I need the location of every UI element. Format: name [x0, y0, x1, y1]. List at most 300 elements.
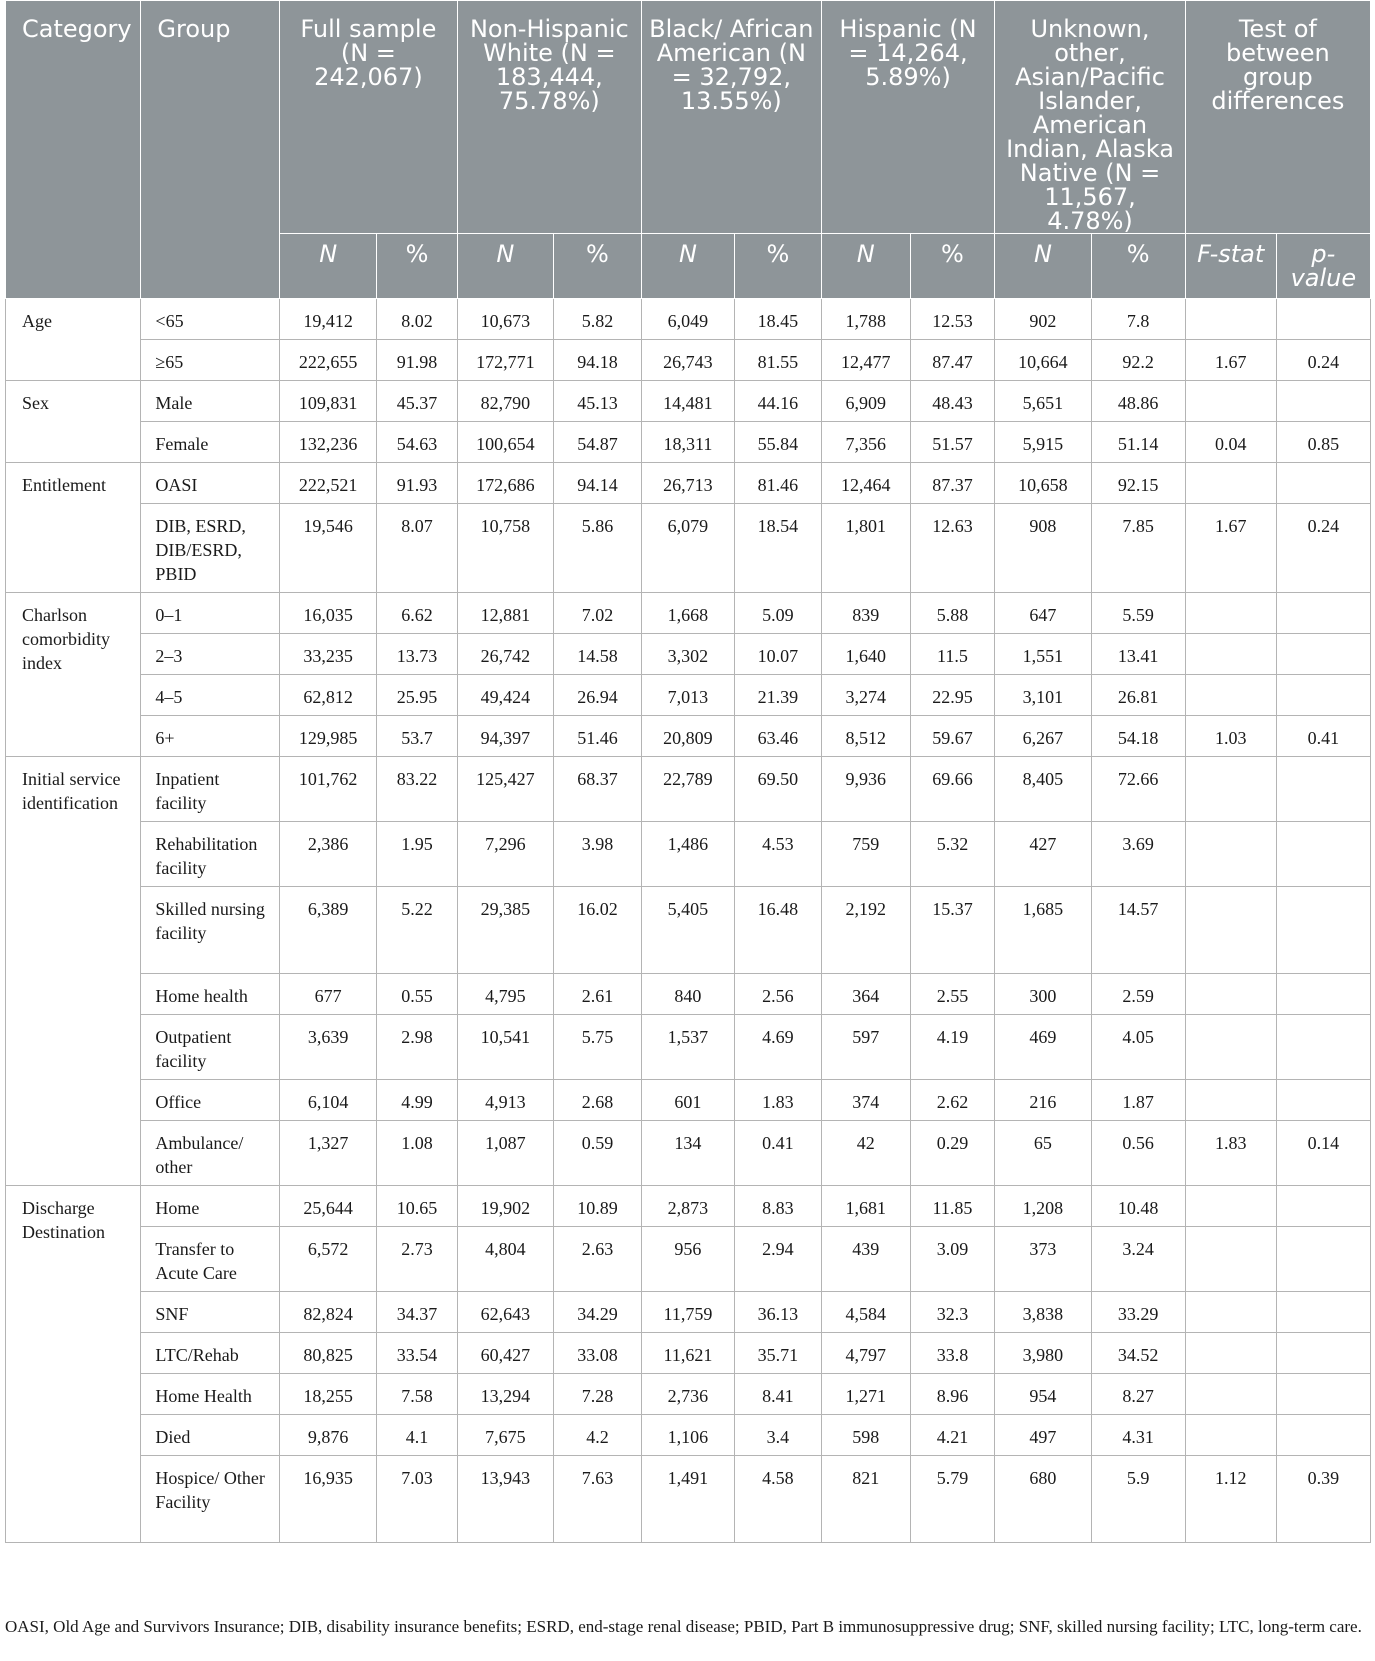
group-cell: LTC/Rehab	[141, 1333, 280, 1374]
fstat-cell: 1.12	[1185, 1456, 1276, 1543]
header-unknown-other: Unknown, other, Asian/Pacific Islander, American Indian, Alaska Native (N = 11,567, 4.78%)	[995, 1, 1185, 234]
count-cell: 16,035	[280, 593, 377, 634]
count-cell: 94,397	[457, 716, 553, 757]
percent-cell: 48.43	[910, 381, 995, 422]
fstat-cell	[1185, 1374, 1276, 1415]
count-cell: 20,809	[641, 716, 734, 757]
table-row	[6, 1186, 1371, 1227]
fstat-cell	[1185, 463, 1276, 504]
percent-cell: 26.94	[554, 675, 642, 716]
percent-cell: 8.41	[734, 1374, 821, 1415]
count-cell: 5,915	[995, 422, 1091, 463]
table-row	[6, 822, 1371, 887]
count-cell: 29,385	[457, 887, 553, 974]
fstat-cell	[1185, 822, 1276, 887]
count-cell: 125,427	[457, 757, 553, 822]
percent-cell: 22.95	[910, 675, 995, 716]
percent-cell: 7.58	[377, 1374, 457, 1415]
table-row	[6, 1292, 1371, 1333]
count-cell: 222,655	[280, 340, 377, 381]
count-cell: 22,789	[641, 757, 734, 822]
percent-cell: 8.07	[377, 504, 457, 593]
count-cell: 26,743	[641, 340, 734, 381]
percent-cell: 2.56	[734, 974, 821, 1015]
percent-cell: 34.37	[377, 1292, 457, 1333]
subheader-pct: %	[734, 234, 821, 299]
percent-cell: 5.86	[554, 504, 642, 593]
percent-cell: 10.65	[377, 1186, 457, 1227]
fstat-cell	[1185, 974, 1276, 1015]
percent-cell: 18.45	[734, 299, 821, 340]
percent-cell: 92.15	[1091, 463, 1185, 504]
count-cell: 19,412	[280, 299, 377, 340]
count-cell: 3,302	[641, 634, 734, 675]
fstat-cell	[1185, 675, 1276, 716]
table-row	[6, 340, 1371, 381]
count-cell: 26,742	[457, 634, 553, 675]
percent-cell: 12.63	[910, 504, 995, 593]
percent-cell: 2.63	[554, 1227, 642, 1292]
subheader-n: N	[995, 234, 1091, 299]
subheader-pct: %	[1091, 234, 1185, 299]
demographics-table	[5, 0, 1371, 1543]
table-footnote: OASI, Old Age and Survivors Insurance; DIB, disability insurance benefits; ESRD, end-stage renal disease; PBID, Part B immunosuppressive drug; SNF, skilled nursing facility; LTC, long-term care.	[5, 1617, 1362, 1636]
header-non-hispanic-white: Non-Hispanic White (N = 183,444, 75.78%)	[457, 1, 641, 234]
count-cell: 6,909	[821, 381, 910, 422]
percent-cell: 8.96	[910, 1374, 995, 1415]
fstat-cell	[1185, 1186, 1276, 1227]
percent-cell: 3.4	[734, 1415, 821, 1456]
percent-cell: 3.69	[1091, 822, 1185, 887]
count-cell: 7,296	[457, 822, 553, 887]
count-cell: 14,481	[641, 381, 734, 422]
percent-cell: 15.37	[910, 887, 995, 974]
count-cell: 1,486	[641, 822, 734, 887]
subheader-n: N	[821, 234, 910, 299]
percent-cell: 87.37	[910, 463, 995, 504]
table-row	[6, 593, 1371, 634]
table-row	[6, 463, 1371, 504]
percent-cell: 87.47	[910, 340, 995, 381]
count-cell: 902	[995, 299, 1091, 340]
table-row	[6, 634, 1371, 675]
percent-cell: 13.73	[377, 634, 457, 675]
count-cell: 647	[995, 593, 1091, 634]
header-black-african-american: Black/ African American (N = 32,792, 13.55%)	[641, 1, 821, 234]
group-cell: Office	[141, 1080, 280, 1121]
table-row	[6, 422, 1371, 463]
pvalue-cell	[1276, 463, 1370, 504]
count-cell: 956	[641, 1227, 734, 1292]
count-cell: 1,685	[995, 887, 1091, 974]
table-row	[6, 974, 1371, 1015]
table-row	[6, 1121, 1371, 1186]
percent-cell: 21.39	[734, 675, 821, 716]
percent-cell: 0.56	[1091, 1121, 1185, 1186]
pvalue-cell	[1276, 1415, 1370, 1456]
percent-cell: 8.02	[377, 299, 457, 340]
percent-cell: 54.18	[1091, 716, 1185, 757]
subheader-n: N	[280, 234, 377, 299]
percent-cell: 5.82	[554, 299, 642, 340]
group-cell: Hospice/ Other Facility	[141, 1456, 280, 1543]
count-cell: 134	[641, 1121, 734, 1186]
header-test-group-differences: Test of between group differences	[1185, 1, 1370, 234]
count-cell: 6,104	[280, 1080, 377, 1121]
percent-cell: 7.8	[1091, 299, 1185, 340]
percent-cell: 63.46	[734, 716, 821, 757]
count-cell: 4,584	[821, 1292, 910, 1333]
count-cell: 101,762	[280, 757, 377, 822]
count-cell: 9,876	[280, 1415, 377, 1456]
percent-cell: 16.48	[734, 887, 821, 974]
count-cell: 427	[995, 822, 1091, 887]
count-cell: 497	[995, 1415, 1091, 1456]
count-cell: 677	[280, 974, 377, 1015]
group-cell: DIB, ESRD, DIB/ESRD, PBID	[141, 504, 280, 593]
count-cell: 19,546	[280, 504, 377, 593]
count-cell: 3,274	[821, 675, 910, 716]
percent-cell: 94.18	[554, 340, 642, 381]
table-body	[6, 299, 1371, 1543]
percent-cell: 33.54	[377, 1333, 457, 1374]
percent-cell: 92.2	[1091, 340, 1185, 381]
table-row	[6, 1080, 1371, 1121]
fstat-cell: 1.03	[1185, 716, 1276, 757]
pvalue-cell	[1276, 887, 1370, 974]
count-cell: 3,639	[280, 1015, 377, 1080]
percent-cell: 5.22	[377, 887, 457, 974]
pvalue-cell	[1276, 1015, 1370, 1080]
percent-cell: 5.32	[910, 822, 995, 887]
category-cell: Discharge Destination	[6, 1186, 141, 1543]
percent-cell: 11.85	[910, 1186, 995, 1227]
count-cell: 65	[995, 1121, 1091, 1186]
group-cell: OASI	[141, 463, 280, 504]
count-cell: 6,267	[995, 716, 1091, 757]
pvalue-cell	[1276, 757, 1370, 822]
count-cell: 25,644	[280, 1186, 377, 1227]
pvalue-cell	[1276, 1080, 1370, 1121]
percent-cell: 7.02	[554, 593, 642, 634]
pvalue-cell	[1276, 381, 1370, 422]
pvalue-cell	[1276, 634, 1370, 675]
percent-cell: 5.75	[554, 1015, 642, 1080]
percent-cell: 33.29	[1091, 1292, 1185, 1333]
count-cell: 2,386	[280, 822, 377, 887]
count-cell: 12,477	[821, 340, 910, 381]
fstat-cell	[1185, 757, 1276, 822]
count-cell: 82,790	[457, 381, 553, 422]
percent-cell: 12.53	[910, 299, 995, 340]
count-cell: 12,881	[457, 593, 553, 634]
percent-cell: 55.84	[734, 422, 821, 463]
group-cell: Home Health	[141, 1374, 280, 1415]
count-cell: 16,935	[280, 1456, 377, 1543]
percent-cell: 5.79	[910, 1456, 995, 1543]
percent-cell: 69.66	[910, 757, 995, 822]
table-header	[6, 1, 1371, 299]
percent-cell: 2.55	[910, 974, 995, 1015]
percent-cell: 8.27	[1091, 1374, 1185, 1415]
percent-cell: 53.7	[377, 716, 457, 757]
percent-cell: 7.28	[554, 1374, 642, 1415]
count-cell: 954	[995, 1374, 1091, 1415]
header-group: Group	[141, 1, 280, 299]
percent-cell: 51.14	[1091, 422, 1185, 463]
fstat-cell	[1185, 887, 1276, 974]
fstat-cell	[1185, 1415, 1276, 1456]
pvalue-cell	[1276, 1227, 1370, 1292]
count-cell: 11,759	[641, 1292, 734, 1333]
pvalue-cell	[1276, 1333, 1370, 1374]
pvalue-cell: 0.85	[1276, 422, 1370, 463]
table-row	[6, 675, 1371, 716]
table-row	[6, 1415, 1371, 1456]
percent-cell: 4.2	[554, 1415, 642, 1456]
percent-cell: 83.22	[377, 757, 457, 822]
percent-cell: 0.29	[910, 1121, 995, 1186]
subheader-fstat: F-stat	[1185, 234, 1276, 299]
percent-cell: 2.61	[554, 974, 642, 1015]
percent-cell: 1.08	[377, 1121, 457, 1186]
table-row	[6, 1374, 1371, 1415]
group-cell: 0–1	[141, 593, 280, 634]
percent-cell: 1.87	[1091, 1080, 1185, 1121]
count-cell: 1,537	[641, 1015, 734, 1080]
count-cell: 18,255	[280, 1374, 377, 1415]
percent-cell: 3.24	[1091, 1227, 1185, 1292]
percent-cell: 91.98	[377, 340, 457, 381]
count-cell: 1,788	[821, 299, 910, 340]
count-cell: 2,873	[641, 1186, 734, 1227]
count-cell: 4,795	[457, 974, 553, 1015]
count-cell: 10,664	[995, 340, 1091, 381]
count-cell: 42	[821, 1121, 910, 1186]
percent-cell: 4.19	[910, 1015, 995, 1080]
count-cell: 3,980	[995, 1333, 1091, 1374]
percent-cell: 0.55	[377, 974, 457, 1015]
count-cell: 80,825	[280, 1333, 377, 1374]
count-cell: 172,686	[457, 463, 553, 504]
percent-cell: 32.3	[910, 1292, 995, 1333]
table-row	[6, 1015, 1371, 1080]
count-cell: 62,812	[280, 675, 377, 716]
percent-cell: 34.52	[1091, 1333, 1185, 1374]
percent-cell: 4.58	[734, 1456, 821, 1543]
percent-cell: 10.89	[554, 1186, 642, 1227]
group-cell: SNF	[141, 1292, 280, 1333]
group-cell: Female	[141, 422, 280, 463]
percent-cell: 4.69	[734, 1015, 821, 1080]
group-cell: Outpatient facility	[141, 1015, 280, 1080]
fstat-cell	[1185, 634, 1276, 675]
count-cell: 222,521	[280, 463, 377, 504]
count-cell: 601	[641, 1080, 734, 1121]
count-cell: 8,512	[821, 716, 910, 757]
percent-cell: 18.54	[734, 504, 821, 593]
percent-cell: 2.68	[554, 1080, 642, 1121]
count-cell: 374	[821, 1080, 910, 1121]
count-cell: 1,327	[280, 1121, 377, 1186]
count-cell: 19,902	[457, 1186, 553, 1227]
count-cell: 5,651	[995, 381, 1091, 422]
percent-cell: 68.37	[554, 757, 642, 822]
count-cell: 1,551	[995, 634, 1091, 675]
percent-cell: 1.83	[734, 1080, 821, 1121]
group-cell: Inpatient facility	[141, 757, 280, 822]
pvalue-cell	[1276, 675, 1370, 716]
count-cell: 364	[821, 974, 910, 1015]
percent-cell: 8.83	[734, 1186, 821, 1227]
count-cell: 216	[995, 1080, 1091, 1121]
percent-cell: 34.29	[554, 1292, 642, 1333]
pvalue-cell	[1276, 1292, 1370, 1333]
percent-cell: 33.08	[554, 1333, 642, 1374]
percent-cell: 4.05	[1091, 1015, 1185, 1080]
fstat-cell	[1185, 1080, 1276, 1121]
fstat-cell	[1185, 299, 1276, 340]
table-row	[6, 1227, 1371, 1292]
percent-cell: 5.59	[1091, 593, 1185, 634]
count-cell: 13,943	[457, 1456, 553, 1543]
percent-cell: 5.09	[734, 593, 821, 634]
table-row	[6, 1456, 1371, 1543]
count-cell: 6,389	[280, 887, 377, 974]
count-cell: 6,079	[641, 504, 734, 593]
pvalue-cell: 0.39	[1276, 1456, 1370, 1543]
count-cell: 60,427	[457, 1333, 553, 1374]
percent-cell: 4.1	[377, 1415, 457, 1456]
percent-cell: 33.8	[910, 1333, 995, 1374]
count-cell: 7,013	[641, 675, 734, 716]
percent-cell: 51.46	[554, 716, 642, 757]
percent-cell: 91.93	[377, 463, 457, 504]
percent-cell: 26.81	[1091, 675, 1185, 716]
group-cell: Ambulance/ other	[141, 1121, 280, 1186]
count-cell: 100,654	[457, 422, 553, 463]
pvalue-cell	[1276, 974, 1370, 1015]
group-cell: 6+	[141, 716, 280, 757]
count-cell: 172,771	[457, 340, 553, 381]
count-cell: 300	[995, 974, 1091, 1015]
count-cell: 840	[641, 974, 734, 1015]
count-cell: 3,838	[995, 1292, 1091, 1333]
group-cell: 4–5	[141, 675, 280, 716]
pvalue-cell	[1276, 299, 1370, 340]
group-cell: Male	[141, 381, 280, 422]
pvalue-cell: 0.24	[1276, 340, 1370, 381]
percent-cell: 94.14	[554, 463, 642, 504]
header-hispanic: Hispanic (N = 14,264, 5.89%)	[821, 1, 995, 234]
table-row	[6, 887, 1371, 974]
count-cell: 8,405	[995, 757, 1091, 822]
percent-cell: 3.98	[554, 822, 642, 887]
pvalue-cell: 0.24	[1276, 504, 1370, 593]
subheader-n: N	[457, 234, 553, 299]
pvalue-cell: 0.14	[1276, 1121, 1370, 1186]
percent-cell: 14.58	[554, 634, 642, 675]
count-cell: 3,101	[995, 675, 1091, 716]
header-full-sample: Full sample (N = 242,067)	[280, 1, 458, 234]
subheader-pct: %	[910, 234, 995, 299]
percent-cell: 3.09	[910, 1227, 995, 1292]
count-cell: 7,356	[821, 422, 910, 463]
percent-cell: 4.99	[377, 1080, 457, 1121]
count-cell: 18,311	[641, 422, 734, 463]
percent-cell: 81.55	[734, 340, 821, 381]
category-cell: Initial service identification	[6, 757, 141, 1186]
pvalue-cell	[1276, 1186, 1370, 1227]
percent-cell: 14.57	[1091, 887, 1185, 974]
fstat-cell: 1.67	[1185, 340, 1276, 381]
count-cell: 109,831	[280, 381, 377, 422]
table-row	[6, 1333, 1371, 1374]
count-cell: 1,087	[457, 1121, 553, 1186]
percent-cell: 1.95	[377, 822, 457, 887]
percent-cell: 54.63	[377, 422, 457, 463]
percent-cell: 7.03	[377, 1456, 457, 1543]
group-cell: Home	[141, 1186, 280, 1227]
count-cell: 6,572	[280, 1227, 377, 1292]
count-cell: 33,235	[280, 634, 377, 675]
count-cell: 1,668	[641, 593, 734, 634]
group-cell: 2–3	[141, 634, 280, 675]
table-row	[6, 757, 1371, 822]
percent-cell: 4.31	[1091, 1415, 1185, 1456]
count-cell: 759	[821, 822, 910, 887]
count-cell: 5,405	[641, 887, 734, 974]
fstat-cell	[1185, 381, 1276, 422]
percent-cell: 35.71	[734, 1333, 821, 1374]
group-cell: ≥65	[141, 340, 280, 381]
category-cell: Age	[6, 299, 141, 381]
count-cell: 597	[821, 1015, 910, 1080]
subheader-pct: %	[554, 234, 642, 299]
percent-cell: 4.53	[734, 822, 821, 887]
percent-cell: 2.59	[1091, 974, 1185, 1015]
count-cell: 821	[821, 1456, 910, 1543]
count-cell: 1,640	[821, 634, 910, 675]
percent-cell: 51.57	[910, 422, 995, 463]
percent-cell: 7.85	[1091, 504, 1185, 593]
count-cell: 11,621	[641, 1333, 734, 1374]
count-cell: 4,913	[457, 1080, 553, 1121]
group-cell: Home health	[141, 974, 280, 1015]
percent-cell: 81.46	[734, 463, 821, 504]
fstat-cell	[1185, 593, 1276, 634]
subheader-pvalue: p-value	[1276, 234, 1370, 299]
table-container	[5, 0, 1371, 1543]
subheader-pct: %	[377, 234, 457, 299]
table-row	[6, 381, 1371, 422]
count-cell: 12,464	[821, 463, 910, 504]
percent-cell: 6.62	[377, 593, 457, 634]
count-cell: 10,541	[457, 1015, 553, 1080]
count-cell: 1,208	[995, 1186, 1091, 1227]
percent-cell: 36.13	[734, 1292, 821, 1333]
category-cell: Entitlement	[6, 463, 141, 593]
group-cell: Rehabilitation facility	[141, 822, 280, 887]
percent-cell: 4.21	[910, 1415, 995, 1456]
percent-cell: 2.62	[910, 1080, 995, 1121]
count-cell: 26,713	[641, 463, 734, 504]
percent-cell: 59.67	[910, 716, 995, 757]
fstat-cell: 0.04	[1185, 422, 1276, 463]
percent-cell: 45.37	[377, 381, 457, 422]
subheader-n: N	[641, 234, 734, 299]
count-cell: 680	[995, 1456, 1091, 1543]
